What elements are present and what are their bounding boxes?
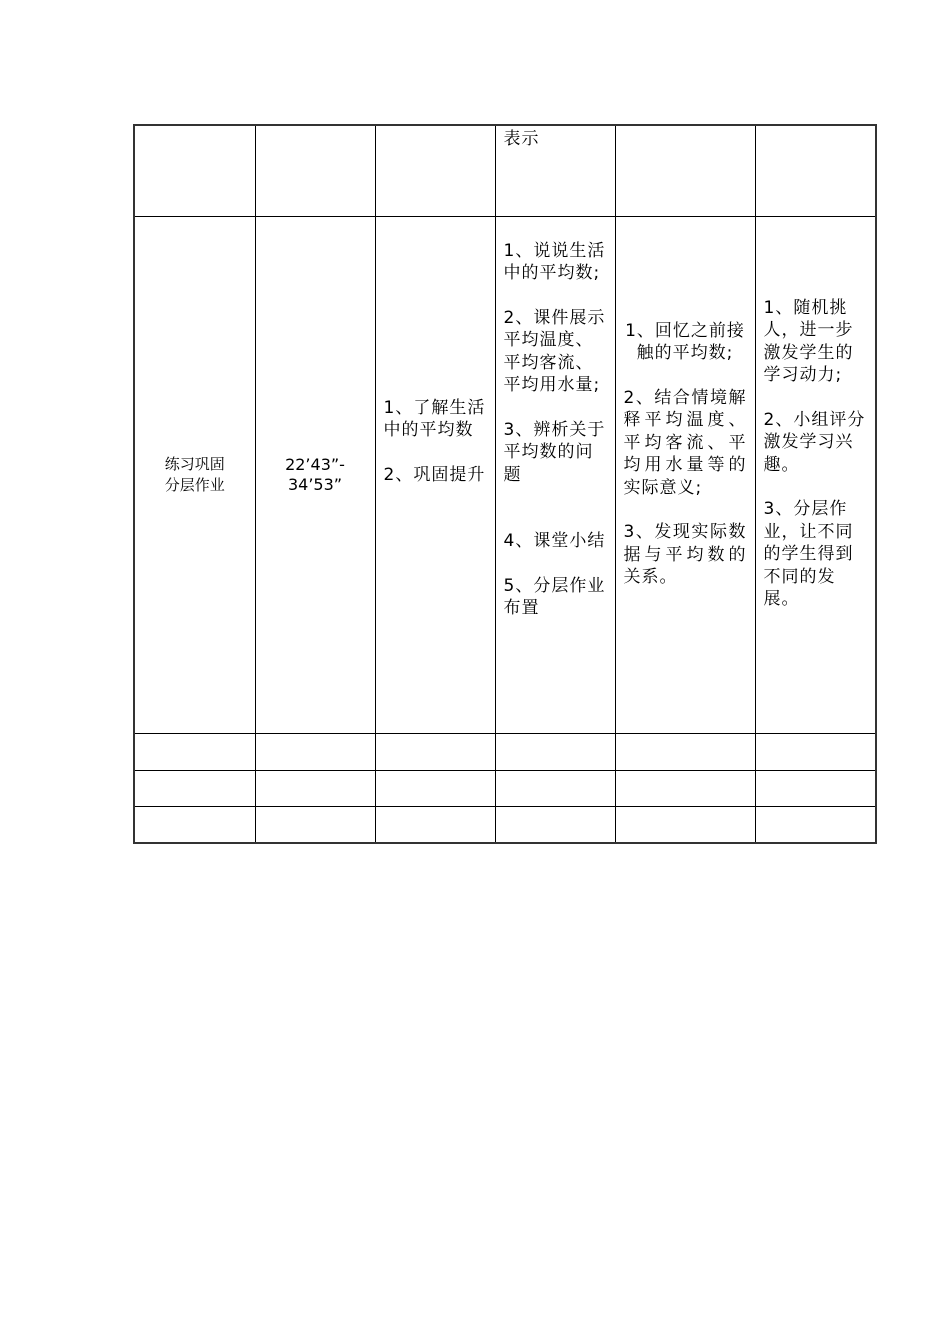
cell-empty	[755, 806, 876, 843]
cell-empty	[615, 125, 755, 216]
time-end: 34’53”	[287, 474, 343, 494]
design-intent-item: 2、小组评分激发学习兴趣。	[763, 409, 866, 475]
lesson-plan-table	[133, 124, 877, 844]
time-start: 22’43”-	[285, 454, 345, 474]
table-row-empty	[134, 733, 876, 770]
goal-item: 1、了解生活中的平均数	[383, 397, 486, 440]
table-row-practice	[134, 216, 876, 733]
cell-empty	[495, 733, 615, 770]
goal-item: 2、巩固提升	[383, 464, 486, 485]
cell-empty	[134, 733, 255, 770]
stage-line-2: 分层作业	[164, 475, 225, 494]
teacher-activity-item: 5、分层作业布置	[503, 575, 606, 618]
cell-stage	[134, 216, 255, 733]
table-row-continuation	[134, 125, 876, 216]
cell-empty	[495, 806, 615, 843]
cell-empty	[255, 770, 375, 806]
cell-empty	[255, 806, 375, 843]
cell-empty	[495, 770, 615, 806]
cell-empty	[755, 770, 876, 806]
cell-design-intent	[755, 216, 876, 733]
cell-empty	[255, 733, 375, 770]
cell-empty	[375, 733, 495, 770]
cell-goals	[375, 216, 495, 733]
cell-empty	[375, 125, 495, 216]
cell-empty	[375, 806, 495, 843]
cell-empty	[755, 733, 876, 770]
student-activity-item: 3、发现实际数据与平均数的关系。	[623, 522, 747, 587]
table-row-empty	[134, 770, 876, 806]
design-intent-item: 1、随机挑人，进一步激发学生的学习动力;	[763, 297, 854, 385]
teacher-activity-item: 2、课件展示平均温度、平均客流、平均用水量;	[503, 307, 606, 395]
teacher-activity-item: 4、课堂小结	[503, 531, 606, 551]
design-intent-item: 3、分层作业，让不同的学生得到不同的发展。	[763, 499, 854, 609]
cell-empty	[615, 806, 755, 843]
cell-empty	[255, 125, 375, 216]
teacher-activity-item: 3、辨析关于平均数的问题	[503, 419, 606, 485]
cell-empty	[134, 806, 255, 843]
cell-empty	[375, 770, 495, 806]
cell-teacher-activities	[495, 216, 615, 733]
cell-empty	[755, 125, 876, 216]
cell-empty	[615, 733, 755, 770]
student-activity-item: 1、回忆之前接触的平均数;	[625, 320, 745, 363]
student-activity-item: 2、结合情境解释平均温度、平均客流、平均用水量等的实际意义;	[623, 387, 747, 498]
cell-student-activities	[615, 216, 755, 733]
cell-empty	[134, 770, 255, 806]
teacher-activity-item: 1、说说生活中的平均数;	[503, 240, 606, 283]
cell-activity-tail	[495, 125, 615, 216]
cell-time	[255, 216, 375, 733]
cell-empty	[134, 125, 255, 216]
stage-line-1: 练习巩固	[164, 454, 225, 473]
activity-tail-text: 表示	[503, 129, 540, 149]
cell-empty	[615, 770, 755, 806]
table-row-empty	[134, 806, 876, 843]
